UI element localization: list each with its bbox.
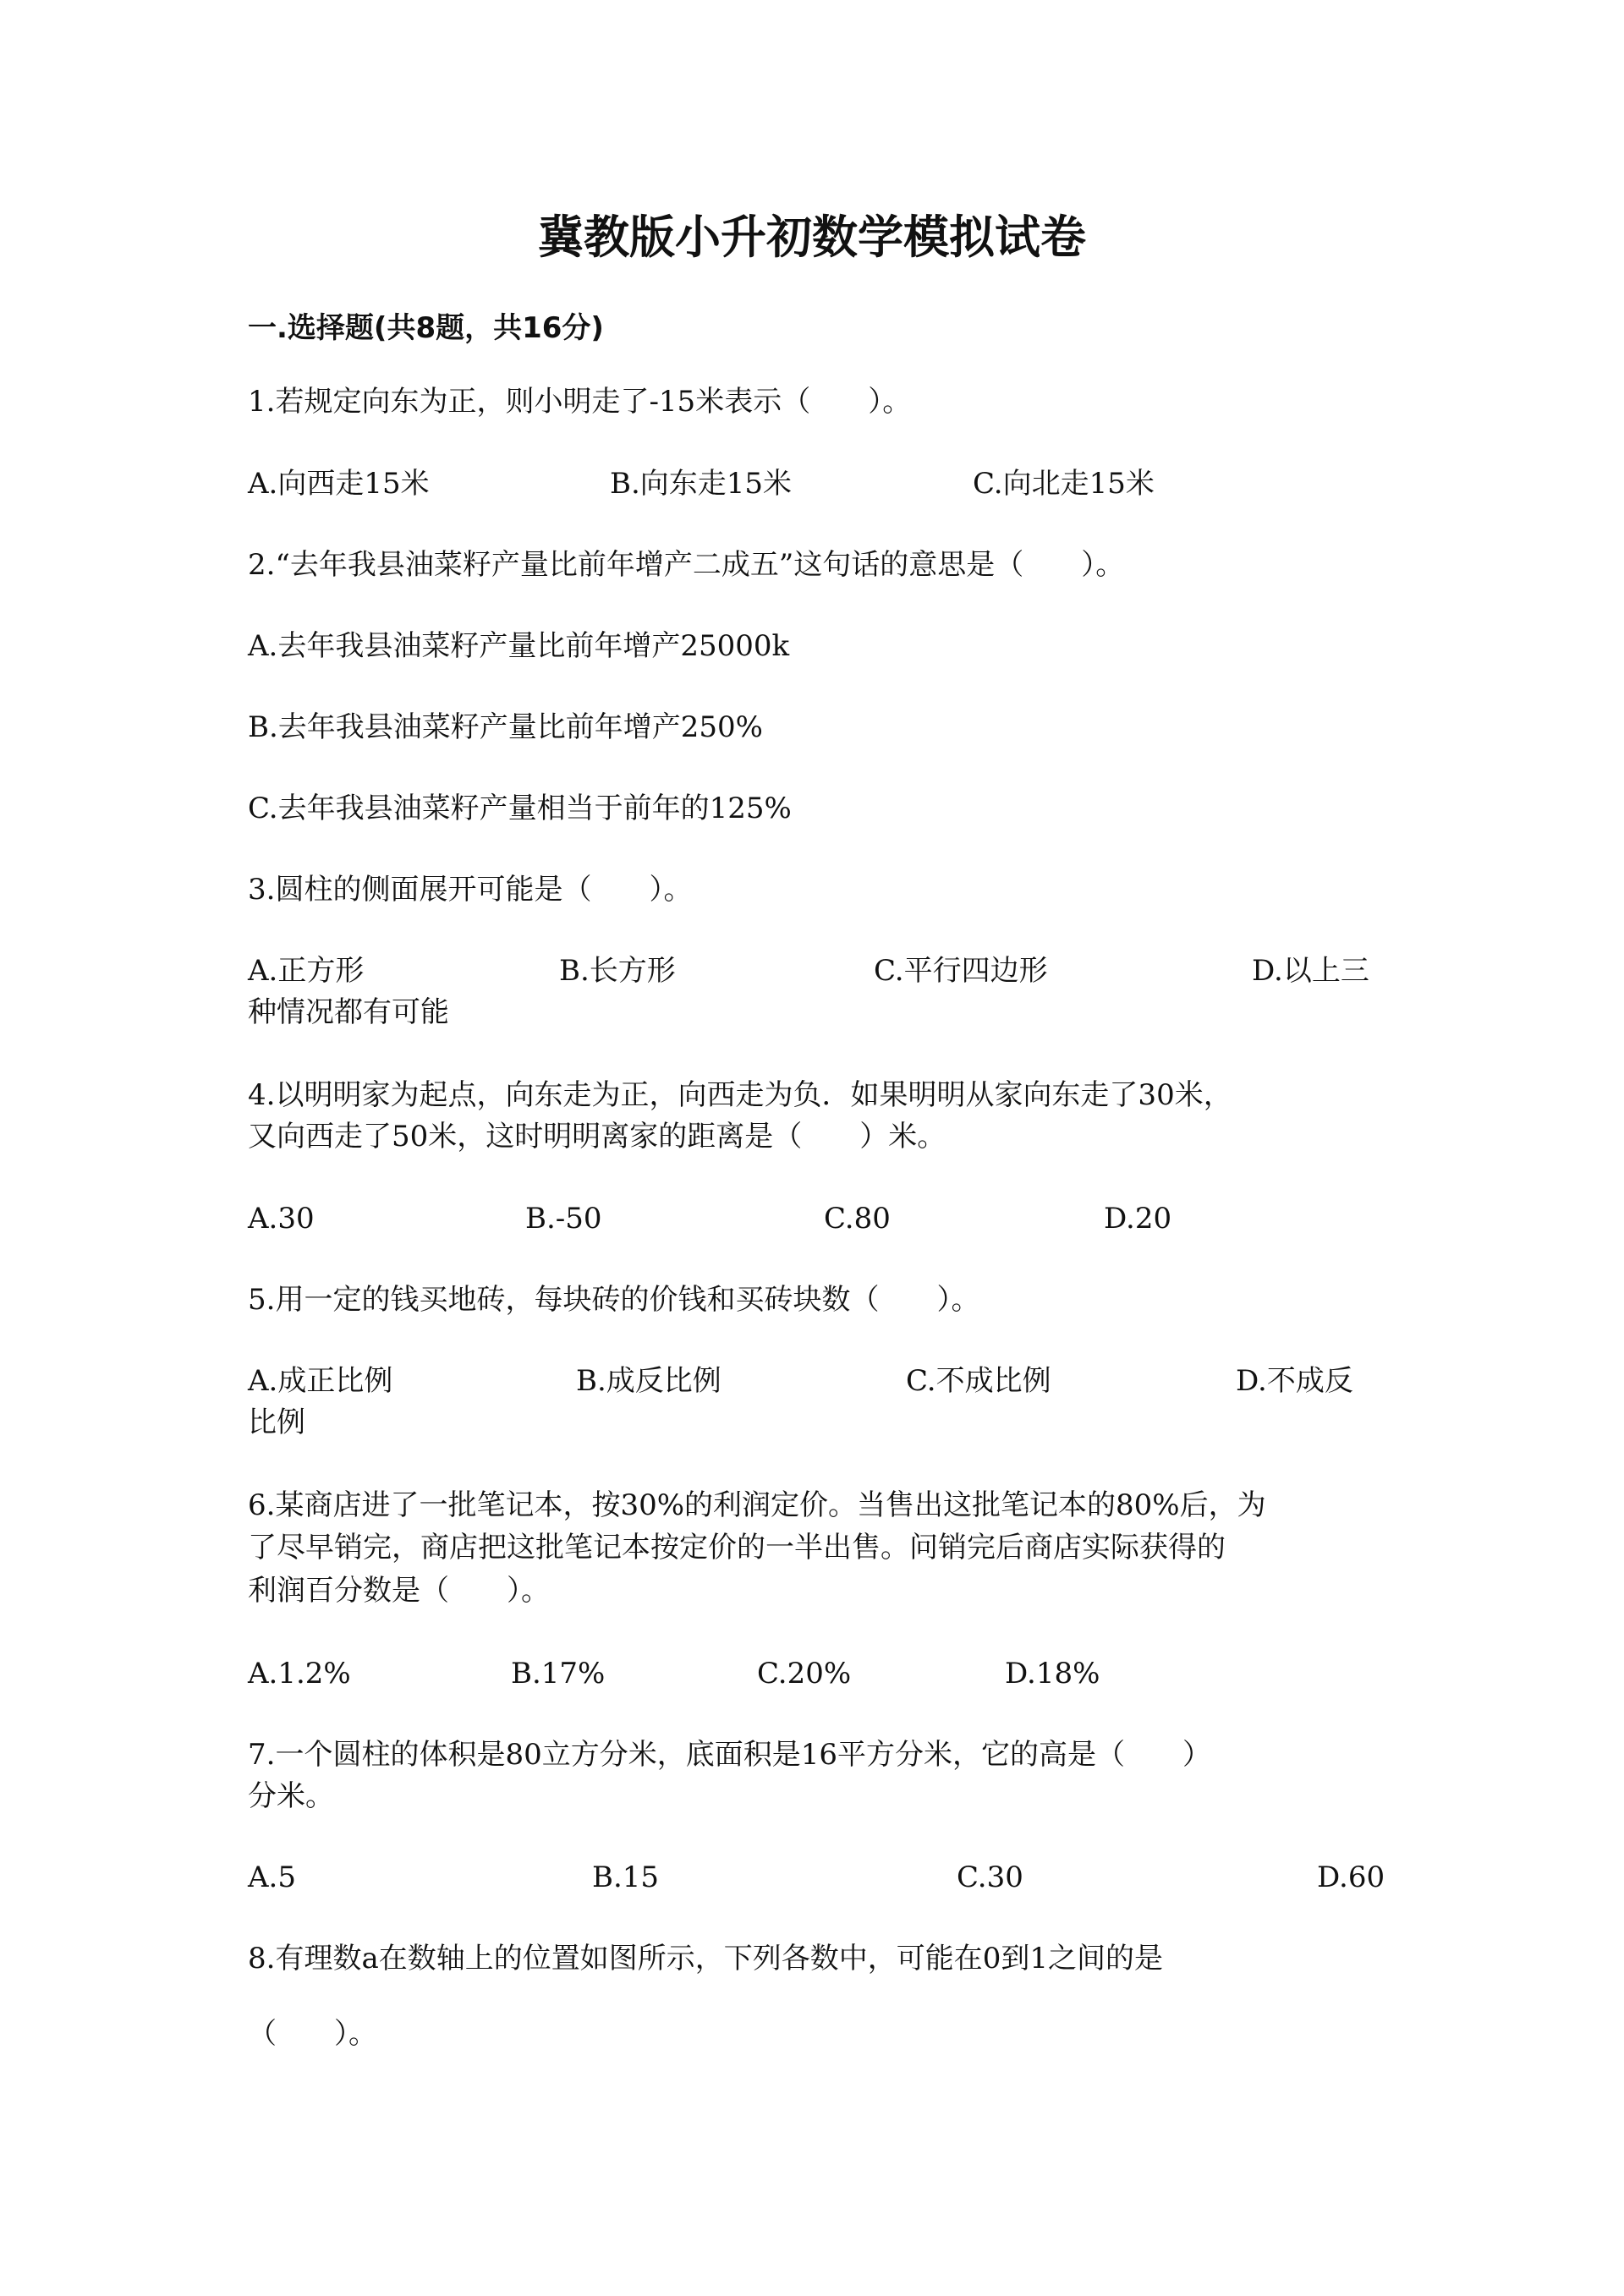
option-d-wrap: 比例 [248,1406,305,1439]
question-text: 1.若规定向东为正，则小明走了-15米表示（ ）。 [248,385,912,419]
option-d: D.60 [1317,1860,1385,1894]
question-text: 5.用一定的钱买地砖，每块砖的价钱和买砖块数（ ）。 [248,1283,980,1317]
section-heading: 一.选择题(共8题，共16分) [248,311,604,345]
option-d: D.20 [1104,1202,1172,1236]
option-a: A.向西走15米 [248,467,430,501]
option-c: C.80 [824,1202,891,1236]
option-b: B.长方形 [559,954,676,988]
question-text: 分米。 [248,1779,334,1813]
option-d-wrap: 种情况都有可能 [248,995,449,1029]
option-c: C.30 [957,1860,1023,1894]
option-b: B.17% [511,1657,606,1690]
question-text: 3.圆柱的侧面展开可能是（ ）。 [248,873,693,907]
option-c: C.平行四边形 [874,954,1048,988]
question-text: 了尽早销完，商店把这批笔记本按定价的一半出售。问销完后商店实际获得的 [248,1531,1226,1564]
option-b: B.15 [592,1860,660,1894]
question-text: 8.有理数a在数轴上的位置如图所示，下列各数中，可能在0到1之间的是 [248,1942,1163,1975]
option-a: A.1.2% [248,1657,351,1690]
option-d: D.18% [1005,1657,1100,1690]
question-text: 7.一个圆柱的体积是80立方分米，底面积是16平方分米，它的高是（ ） [248,1738,1211,1772]
option-d: D.不成反 [1236,1364,1353,1398]
question-text: 2.“去年我县油菜籽产量比前年增产二成五”这句话的意思是（ ）。 [248,548,1125,582]
option-c: C.去年我县油菜籽产量相当于前年的125% [248,792,792,825]
option-c: C.20% [757,1657,852,1690]
question-text: 4.以明明家为起点，向东走为正，向西走为负．如果明明从家向东走了30米， [248,1078,1232,1112]
question-text: 利润百分数是（ ）。 [248,1574,550,1608]
option-a: A.正方形 [248,954,365,988]
option-a: A.30 [248,1202,315,1236]
option-c: C.向北走15米 [973,467,1155,501]
option-b: B.成反比例 [576,1364,721,1398]
page-title: 冀教版小升初数学模拟试卷 [538,211,1086,264]
question-text: （ ）。 [248,2017,377,2051]
option-b: B.去年我县油菜籽产量比前年增产250% [248,710,763,744]
option-b: B.-50 [525,1202,602,1236]
option-a: A.去年我县油菜籽产量比前年增产25000k [248,629,790,663]
option-d: D.以上三 [1252,954,1369,988]
option-a: A.成正比例 [248,1364,393,1398]
question-text: 6.某商店进了一批笔记本，按30%的利润定价。当售出这批笔记本的80%后，为 [248,1488,1266,1522]
option-c: C.不成比例 [906,1364,1051,1398]
option-a: A.5 [248,1860,296,1894]
question-text: 又向西走了50米，这时明明离家的距离是（ ）米。 [248,1120,946,1153]
option-b: B.向东走15米 [610,467,793,501]
